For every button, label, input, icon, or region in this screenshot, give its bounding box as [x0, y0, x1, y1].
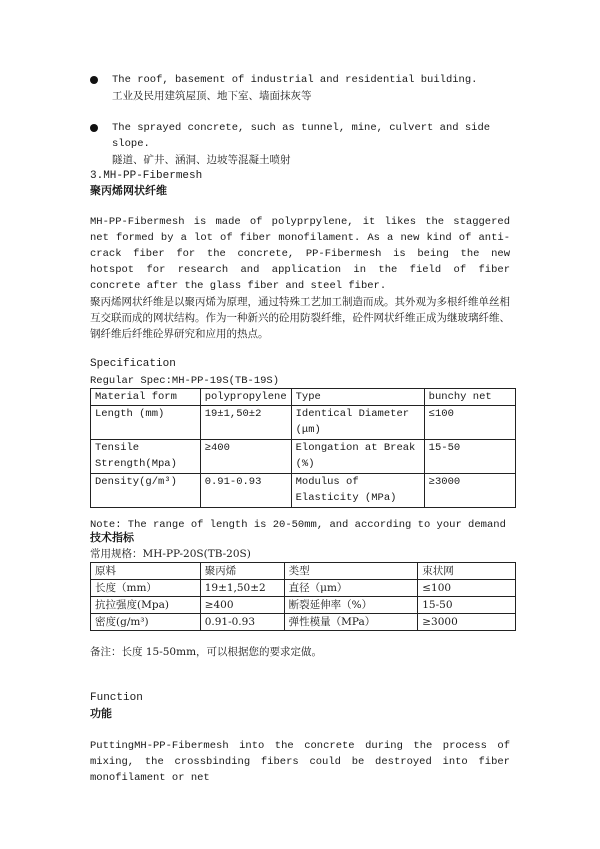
spec-heading-zh: 技术指标: [90, 531, 134, 544]
bullet-text-zh: 工业及民用建筑屋顶、地下室、墙面抹灰等: [112, 90, 312, 102]
table-row: [91, 474, 516, 508]
bullet-item: [90, 72, 530, 104]
table-cell: 原料: [91, 563, 201, 580]
table-row: [91, 389, 516, 406]
table-row: [91, 597, 516, 614]
table-row: [91, 614, 516, 631]
table-cell: 聚丙烯: [200, 563, 284, 580]
table-cell: bunchy net: [424, 389, 515, 406]
bullet-text-zh: 隧道、矿井、涵洞、边坡等混凝土喷射: [112, 154, 291, 166]
table-cell: 15-50: [424, 440, 515, 474]
bullet-dot-icon: [90, 76, 98, 84]
spec-heading-en: Specification: [90, 358, 176, 370]
table-cell: 19±1,50±2: [200, 580, 284, 597]
bullet-item: [90, 120, 530, 168]
table-cell: 长度（mm）: [91, 580, 201, 597]
bullet-text-en: The roof, basement of industrial and residential building.: [112, 74, 478, 86]
table-cell: 抗拉强度(Mpa): [91, 597, 201, 614]
section-title-zh: 聚丙烯网状纤维: [90, 184, 167, 197]
table-cell: 束状网: [418, 563, 516, 580]
function-title-en: Function: [90, 692, 143, 704]
table-cell: Density(g/m³): [91, 474, 201, 508]
table-cell: 类型: [284, 563, 418, 580]
table-cell: ≥3000: [418, 614, 516, 631]
table-cell: Type: [291, 389, 424, 406]
table-cell: Identical Diameter (μm): [291, 406, 424, 440]
table-cell: Elongation at Break (%): [291, 440, 424, 474]
section-description-en: MH-PP-Fibermesh is made of polyprpylene, it likes the staggered net formed by a lot of fiber monofilament. As a new kind of anti-crack fiber for the concrete, PP-Fibermesh is being the new hotspot for research and application in the field of fiber concrete after the glass fiber and steel fiber.: [90, 216, 510, 292]
bullet-text-en: The sprayed concrete, such as tunnel, mine, culvert and side slope.: [112, 122, 491, 150]
table-row: [91, 563, 516, 580]
table-cell: ≥3000: [424, 474, 515, 508]
spec-table-zh: [90, 562, 516, 631]
table-cell: ≥400: [200, 440, 291, 474]
bullet-dot-icon: [90, 124, 98, 132]
table-row: [91, 440, 516, 474]
table-cell: ≤100: [418, 580, 516, 597]
table-row: [91, 580, 516, 597]
function-title-zh: 功能: [90, 707, 112, 720]
spec-caption-en: Regular Spec:MH-PP-19S(TB-19S): [90, 375, 280, 387]
table-cell: 断裂延伸率（%）: [284, 597, 418, 614]
table-cell: 直径（μm）: [284, 580, 418, 597]
section-title-en: 3.MH-PP-Fibermesh: [90, 170, 203, 182]
spec-note-zh: 备注：长度 15-50mm，可以根据您的要求定做。: [90, 646, 323, 658]
table-cell: Material form: [91, 389, 201, 406]
table-cell: ≤100: [424, 406, 515, 440]
table-cell: 15-50: [418, 597, 516, 614]
table-cell: Modulus of Elasticity (MPa): [291, 474, 424, 508]
function-description-en: PuttingMH-PP-Fibermesh into the concrete during the process of mixing, the crossbinding fibers could be destroyed into fiber monofilament or net: [90, 740, 510, 784]
table-cell: 弹性模量（MPa）: [284, 614, 418, 631]
table-row: [91, 406, 516, 440]
table-cell: 19±1,50±2: [200, 406, 291, 440]
table-cell: 0.91-0.93: [200, 614, 284, 631]
table-cell: Tensile Strength(Mpa): [91, 440, 201, 474]
table-cell: Length (mm): [91, 406, 201, 440]
spec-note-en: Note: The range of length is 20-50mm, and according to your demand: [90, 519, 506, 531]
section-description-zh: 聚丙烯网状纤维是以聚丙烯为原理，通过特殊工艺加工制造而成。其外观为多根纤维单丝相互交联而成的网状结构。作为一种新兴的砼用防裂纤维，砼件网状纤维正成为继玻璃纤维、钢纤维后纤维砼界研究和应用的热点。: [90, 296, 510, 340]
spec-caption-zh: 常用规格：MH-PP-20S(TB-20S): [90, 548, 251, 560]
spec-table-en: [90, 388, 516, 508]
table-cell: polypropylene: [200, 389, 291, 406]
table-cell: 0.91-0.93: [200, 474, 291, 508]
table-cell: 密度(g/m³): [91, 614, 201, 631]
table-cell: ≥400: [200, 597, 284, 614]
